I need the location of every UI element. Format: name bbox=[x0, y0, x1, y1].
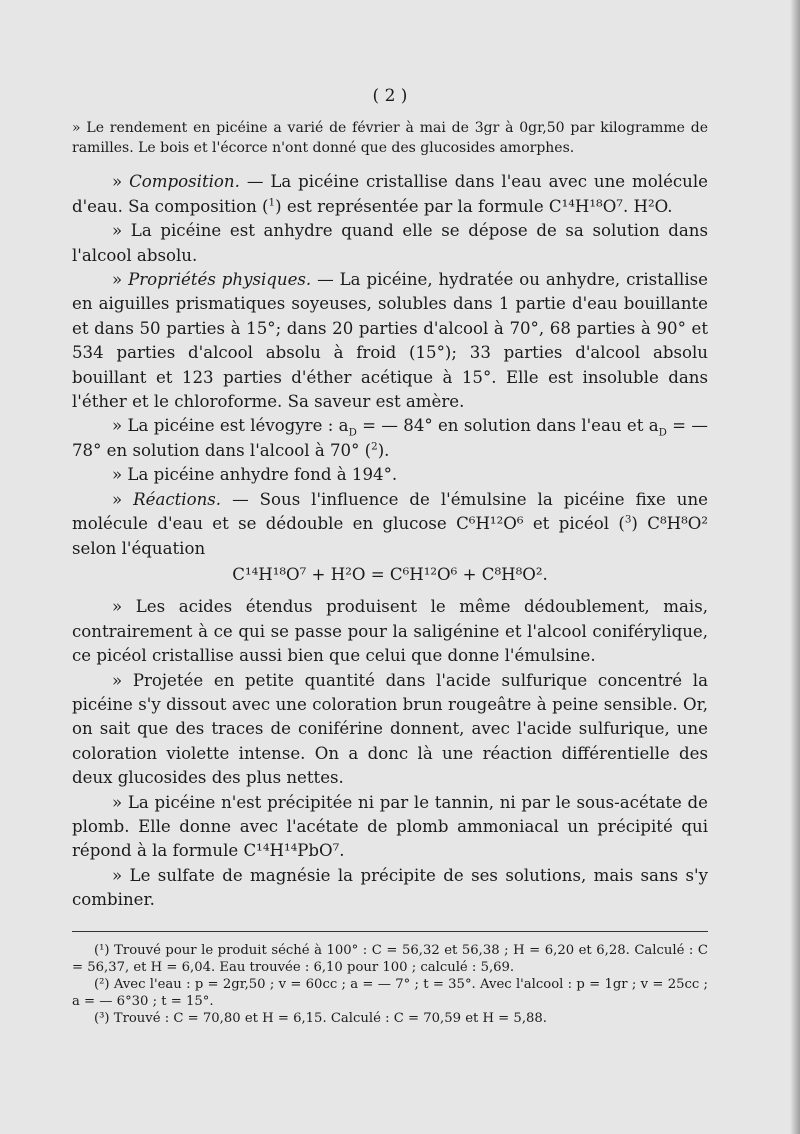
footnote-ref-2: 2 bbox=[371, 440, 378, 453]
footnote-1: (¹) Trouvé pour le produit séché à 100° : C = 56,32 et 56,38 ; H = 6,20 et 6,28. Calculé : C = 56,37, et H = 6,04. Eau trouvée : 6,10 pour 100 ; calculé : 5,69. bbox=[72, 942, 708, 975]
quote-mark: » bbox=[112, 489, 134, 509]
page-number: ( 2 ) bbox=[372, 86, 408, 106]
section-heading-composition: Composition. bbox=[129, 172, 240, 192]
paragraph-fusion: » La picéine anhydre fond à 194°. bbox=[112, 465, 398, 485]
footnote-divider bbox=[72, 931, 708, 932]
footnotes bbox=[72, 942, 708, 1028]
levogyre-text: » La picéine est lévogyre : a bbox=[112, 416, 349, 436]
levogyre-text-mid: = — 84° en solution dans l'eau et a bbox=[356, 416, 659, 436]
subscript-d: D bbox=[348, 426, 357, 439]
paragraph-tannin: » La picéine n'est précipitée ni par le tannin, ni par le sous-acétate de plomb. Elle donne avec l'acétate de plomb ammoniacal un précipité qui répond à la formule C¹⁴H¹⁴PbO⁷. bbox=[72, 792, 708, 861]
proprietes-text: — La picéine, hydratée ou anhydre, cristallise en aiguilles prismatiques soyeuses, solubles dans 1 partie d'eau bouillante et dans 50 parties à 15°; dans 20 parties d'alcool à 70°, 68 parties à 90° et 534 parties d'alcool absolu à froid (15°); 33 parties d'alcool absolu bouillant et 123 parties d'éther acétique à 15°. Elle est insoluble dans l'éther et le chloroforme. Sa saveur est amère. bbox=[72, 270, 708, 412]
reactions-text: — Sous l'influence de l'émulsine la picéine fixe une molécule d'eau et se dédouble en glucose C⁶H¹²O⁶ et picéol ( bbox=[72, 489, 708, 534]
paragraph-proprietes bbox=[72, 268, 708, 414]
chemical-equation: C¹⁴H¹⁸O⁷ + H²O = C⁶H¹²O⁶ + C⁸H⁸O². bbox=[232, 564, 548, 584]
paragraph-sulfurique: » Projetée en petite quantité dans l'acide sulfurique concentré la picéine s'y dissout avec une coloration brun rougeâtre à peine sensible. Or, on sait que des traces de coniférine donnent, avec l'acide sulfurique, une coloration violette intense. On a donc là une réaction différentielle des deux glucosides des plus nettes. bbox=[72, 670, 708, 788]
footnote-ref-1: 1 bbox=[268, 196, 276, 209]
paragraph-reactions bbox=[72, 488, 708, 561]
composition-text: — La picéine cristallise dans l'eau avec une molécule d'eau. Sa composition ( bbox=[72, 172, 708, 216]
subscript-d: D bbox=[658, 426, 667, 439]
page-edge-shadow bbox=[790, 0, 800, 1134]
page-content bbox=[72, 84, 708, 1028]
levogyre-close: ). bbox=[377, 440, 390, 460]
composition-formula-text: ) est représentée par la formule C¹⁴H¹⁸O⁷. H²O. bbox=[275, 196, 673, 216]
section-heading-reactions: Réactions. bbox=[133, 489, 222, 509]
footnote-ref-3: 3 bbox=[624, 513, 632, 526]
reactions-text-after: ) C⁸H⁸O² selon l'équation bbox=[72, 514, 708, 558]
footnote-2: (²) Avec l'eau : p = 2gr,50 ; v = 60cc ; a = — 7° ; t = 35°. Avec l'alcool : p = 1gr ; v = 25cc ; a = — 6°30 ; t = 15°. bbox=[72, 977, 708, 1010]
paragraph-levogyre bbox=[72, 414, 708, 463]
levogyre-text-after: = — 78° en solution dans l'alcool à 70° ( bbox=[72, 416, 708, 460]
paragraph-acides: » Les acides étendus produisent le même dédoublement, mais, contrairement à ce qui se passe pour la saligénine et l'alcool coniférylique, ce picéol cristallise aussi bien que celui que donne l'émulsine. bbox=[72, 597, 708, 666]
paragraph-anhydre: » La picéine est anhydre quand elle se dépose de sa solution dans l'alcool absolu. bbox=[72, 221, 708, 265]
footnote-3: (³) Trouvé : C = 70,80 et H = 6,15. Calculé : C = 70,59 et H = 5,88. bbox=[94, 1011, 547, 1027]
quote-mark: » bbox=[112, 270, 129, 290]
section-heading-proprietes: Propriétés physiques. bbox=[128, 270, 312, 290]
paragraph-composition bbox=[72, 170, 708, 219]
intro-paragraph: » Le rendement en picéine a varié de février à mai de 3gr à 0gr,50 par kilogramme de ramilles. Le bois et l'écorce n'ont donné que des glucosides amorphes. bbox=[72, 120, 708, 157]
paragraph-magnesie: » Le sulfate de magnésie la précipite de ses solutions, mais sans s'y combiner. bbox=[72, 865, 708, 910]
quote-mark: » bbox=[112, 172, 130, 192]
